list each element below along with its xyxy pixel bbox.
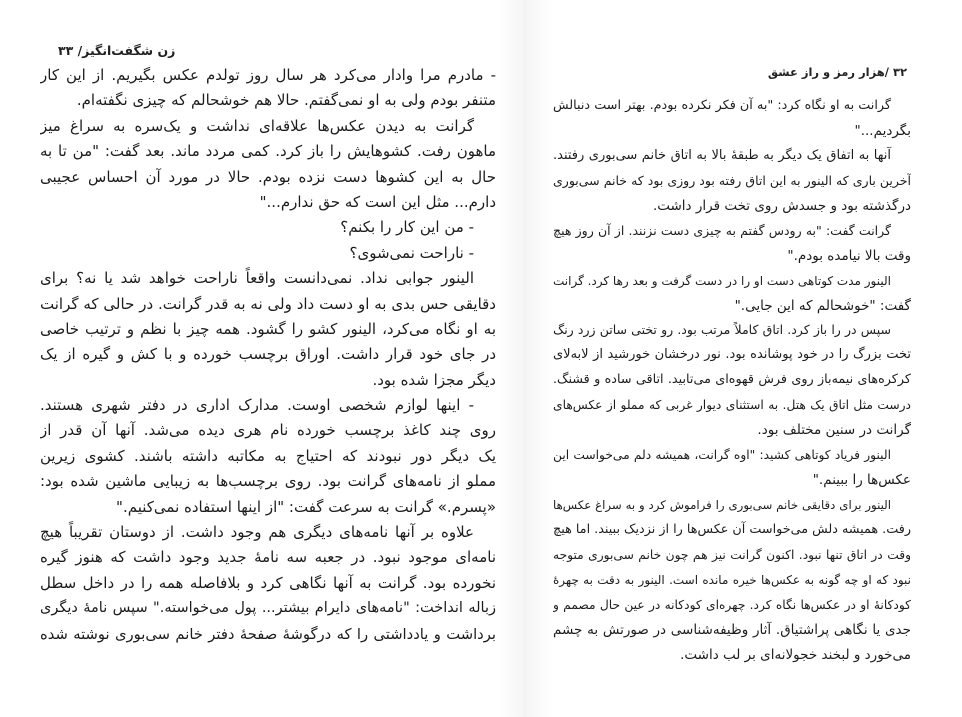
text-line: الینور مدت کوتاهی دست او را در دست گرفت و بعد رها کرد. گرانت	[553, 273, 891, 288]
text-line: گفت: "خوشحالم که این جایی."	[734, 297, 911, 314]
text-line: کرکره‌های نیمه‌باز روی فرش قهوه‌ای می‌تابید. اتاقی ساده و قشنگ.	[553, 372, 911, 388]
text-line: می‌خورد و لبخند خجولانه‌ای بر لب داشت.	[680, 646, 911, 663]
page-gutter	[497, 0, 553, 717]
text-line: الینور برای دقایقی خانم سی‌بوری را فراموش کرد و به سراغ عکس‌ها	[553, 498, 891, 512]
text-line: نبود که او چه گونه به عکس‌ها خیره مانده است. الینور به دقت به چهرهٔ	[553, 572, 911, 587]
text-line: حال به این کشوها دست نزده بودم. حالا در مورد آن احساس عجیبی	[40, 167, 496, 186]
text-line: آنها به اتفاق یک دیگر به طبقهٔ بالا به اتاق خانم سی‌بوری رفتند.	[553, 147, 891, 163]
text-line: بگردیم..."	[854, 122, 911, 139]
text-line: ماهون رفت. کشوهایش را باز کرد. کمی مردد ماند. بعد گفت: "من تا به	[40, 142, 496, 161]
left-page-body	[40, 63, 496, 647]
text-line: درست مثل اتاق یک هتل. به استثنای دیوار غربی که مملو از عکس‌های	[553, 398, 911, 413]
text-line: زباله انداخت: "نامه‌های دایرام بیشتر... پول می‌خواسته." سپس نامهٔ دیگری	[40, 600, 496, 617]
text-line: در جای خود قرار داشت. اوراق برچسب خورده و با کش و گیره از یک	[40, 345, 496, 364]
text-line: گرانت به دیدن عکس‌ها علاقه‌ای نداشت و یک‌سره به سراغ میز	[40, 116, 474, 135]
text-line: روی چند کاغذ برچسب خورده نام هری دیده می‌شد. آنها آن قدر از	[40, 421, 496, 440]
text-line: درگذشته بود و جسدش روی تخت قرار داشت.	[652, 197, 911, 214]
text-line: آخرین باری که الینور به این اتاق رفته بود روزی بود که خانم سی‌بوری	[553, 172, 911, 188]
text-line: وقت در اتاق تنها نبود. اکنون گرانت نیز هم چون خانم سی‌بوری متوجه	[553, 547, 911, 562]
text-line: رفت. همیشه دلش می‌خواست آن عکس‌ها را از نزدیک ببیند. اما هیچ	[553, 521, 911, 537]
right-page-body	[553, 94, 911, 668]
text-line: سپس در را باز کرد. اتاق کاملاً مرتب بود. رو تختی ساتن زرد رنگ	[553, 322, 891, 338]
text-line: گرانت به او نگاه کرد: "به آن فکر نکرده بودم. بهتر است دنبالش	[553, 98, 891, 113]
text-line: علاوه بر آنها نامه‌های دیگری هم وجود داشت. از دوستان تقریباً هیچ	[40, 523, 474, 542]
text-line: دقایقی حس بدی به او دست داد ولی نه به قدر گرانت. در حالی که گرانت	[40, 294, 496, 313]
text-line: وقت بالا نیامده بودم."	[787, 247, 911, 264]
right-page	[505, 0, 962, 717]
text-line: دیگر مجزا شده بود.	[372, 370, 496, 389]
text-line: دارم... مثل این است که حق ندارم..."	[259, 192, 496, 211]
right-running-head: ۳۲ /هزار رمز و راز عشق	[767, 65, 907, 79]
text-line: برداشت و یادداشتی را که درگوشهٔ صفحهٔ دفتر خانم سی‌بوری نوشته شده	[40, 625, 496, 643]
text-line: مملو از نامه‌های گرانت بود. روی برچسب‌ها به زیبایی ماشین شده بود:	[40, 472, 496, 491]
text-line: گرانت گفت: "به رودس گفتم به چیزی دست نزنند. از آن روز هیچ	[553, 222, 891, 238]
text-line: عکس‌ها را ببینم."	[812, 472, 911, 489]
text-line: - اینها لوازم شخصی اوست. مدارک اداری در دفتر شهری هستند.	[40, 396, 474, 415]
text-line: - من این کار را بکنم؟	[340, 218, 474, 237]
text-line: الینور فریاد کوتاهی کشید: "اوه گرانت، همیشه دلم می‌خواست این	[553, 448, 891, 463]
text-line: کودکانهٔ او در عکس‌ها نگاه کرد. چهره‌ای کودکانه در عین حال مصمم و	[553, 597, 911, 612]
text-line: - مادرم مرا وادار می‌کرد هر سال روز تولدم عکس بگیریم. از این کار	[40, 66, 496, 84]
text-line: - ناراحت نمی‌شوی؟	[349, 243, 474, 262]
text-line: نامه‌ای موجود نبود. در جعبه سه نامهٔ جدید وجود داشت که هنوز گیره	[40, 548, 496, 567]
text-line: به او نگاه می‌کرد، الینور کشو را گشود. همه چیز با نظم و ترتیب خاصی	[40, 319, 496, 338]
text-line: متنفر بودم ولی به او نمی‌گفتم. حالا هم خوشحالم که چیزی نگفته‌ام.	[76, 91, 496, 110]
text-line: نخورده بود. گرانت به آنها نگاهی کرد و بلافاصله همه را در داخل سطل	[40, 573, 496, 592]
text-line: جدی یا نگاهی پراشتیاق. آثار وظیفه‌شناسی در صورتش به چشم	[553, 621, 911, 638]
text-line: «پسرم.» گرانت به سرعت گفت: "از اینها استفاده نمی‌کنیم."	[116, 497, 496, 516]
left-running-head: زن شگفت‌انگیز/ ۳۳	[58, 43, 176, 58]
text-line: یک دیگر دور نبودند که احتیاج به مکاتبه داشته باشند. کشوی زیرین	[40, 446, 496, 465]
text-line: تخت بزرگ را در خود پوشانده بود. نور درخشان خورشید از لابه‌لای	[553, 347, 911, 363]
text-line: الینور جوابی نداد. نمی‌دانست واقعاً ناراحت خواهد شد یا نه؟ برای	[40, 269, 474, 288]
text-line: گرانت در سنین مختلف بود.	[757, 422, 911, 439]
